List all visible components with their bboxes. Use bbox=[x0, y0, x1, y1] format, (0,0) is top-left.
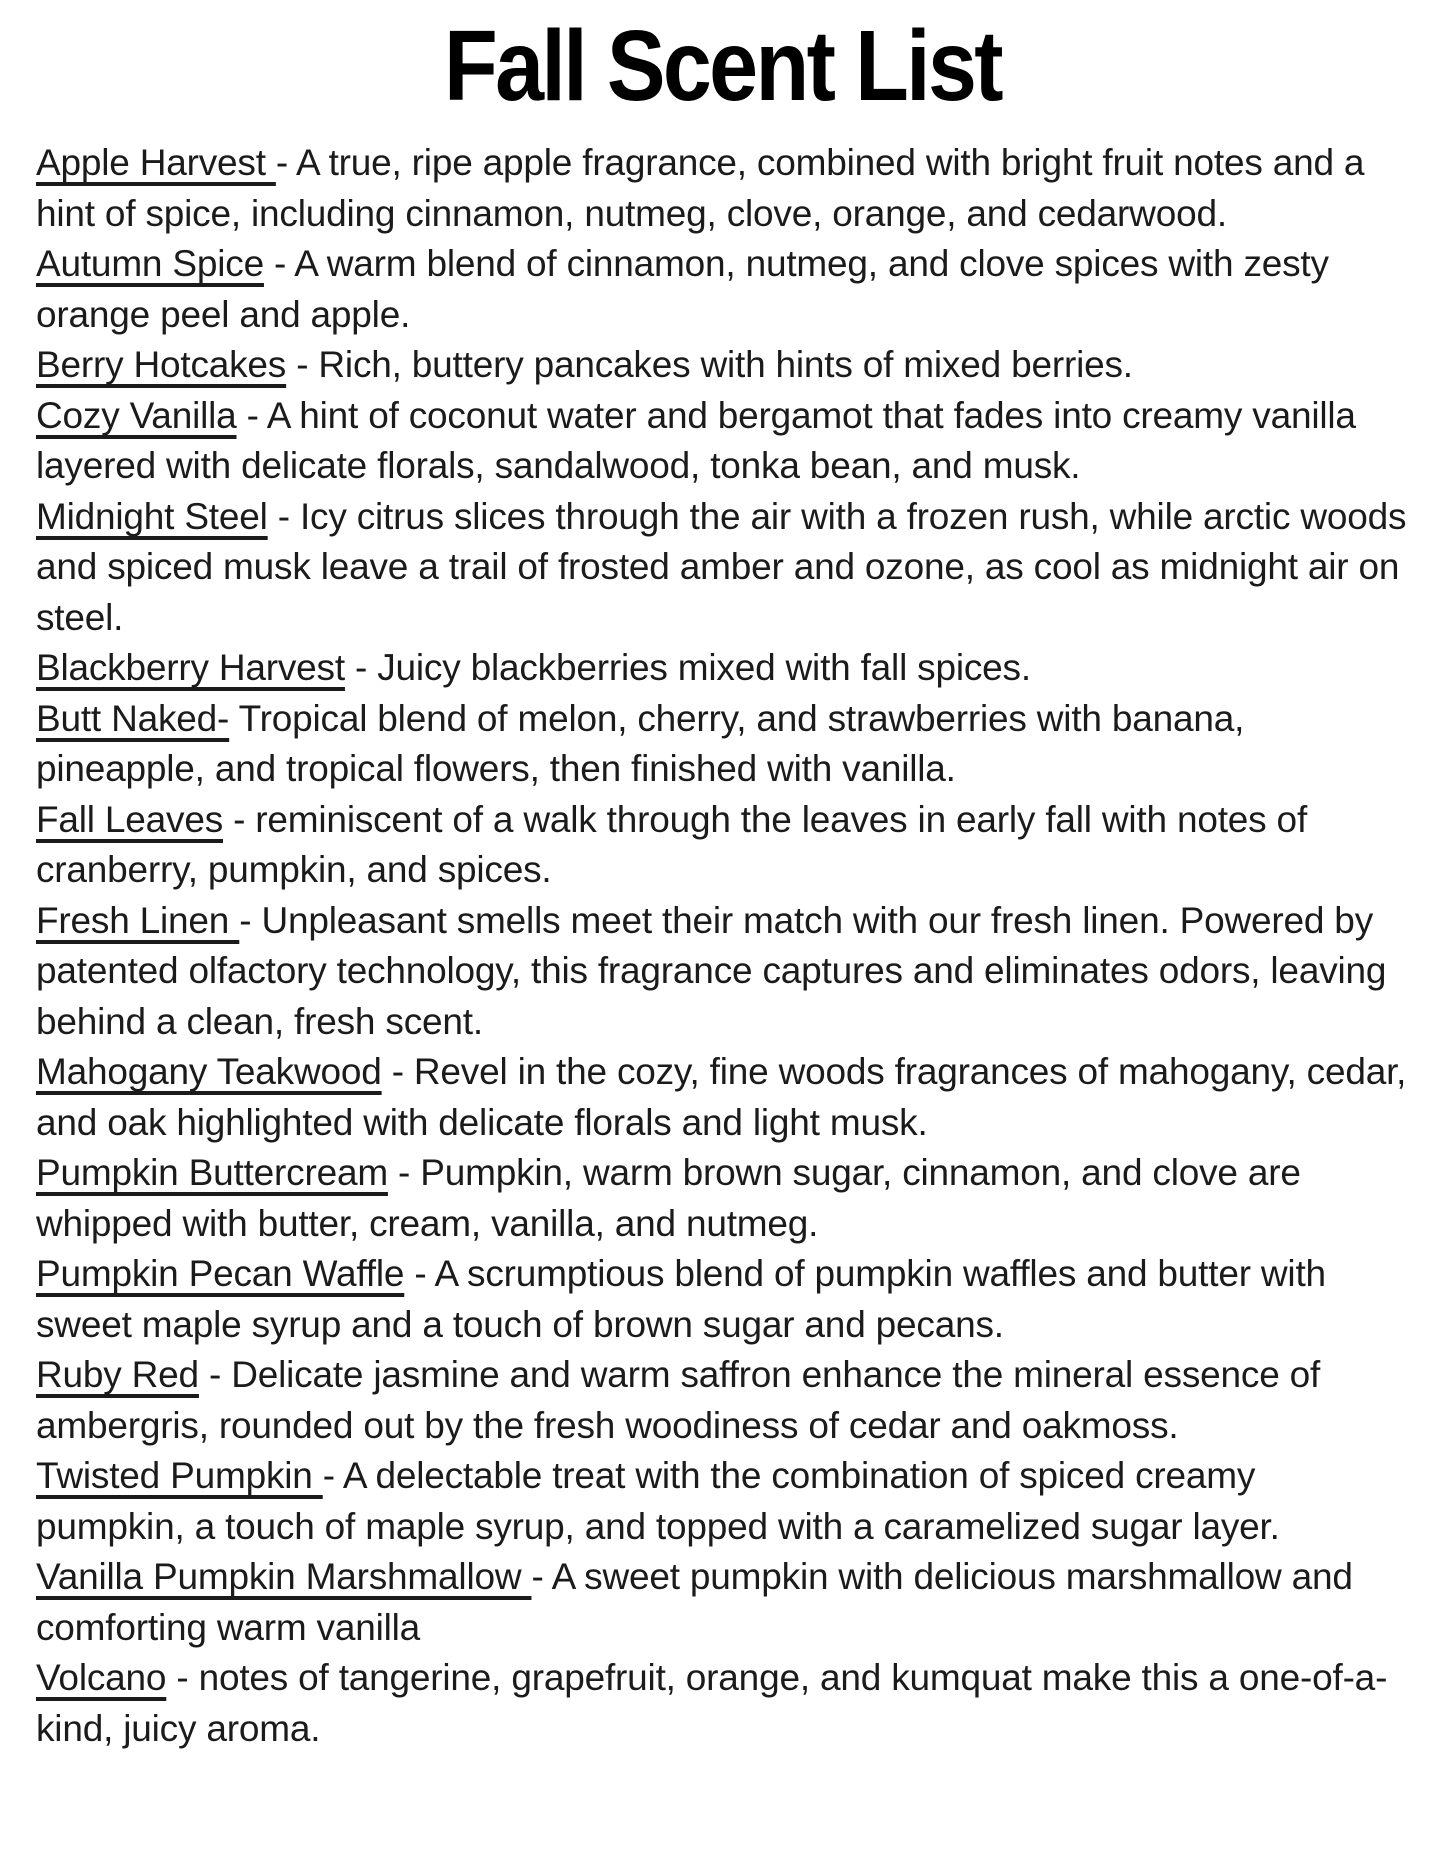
scent-description: notes of tangerine, grapefruit, orange, and kumquat make this a one-of-a-kind, juicy aroma. bbox=[36, 1657, 1388, 1749]
title-container bbox=[36, 10, 1409, 128]
scent-name: Pumpkin Pecan Waffle bbox=[36, 1253, 405, 1294]
scent-name: Midnight Steel bbox=[36, 495, 268, 537]
scent-separator: - bbox=[263, 243, 295, 284]
scent-separator: - bbox=[286, 344, 319, 385]
scent-description: Tropical blend of melon, cherry, and strawberries with banana, pineapple, and tropical flowers, then finished with vanilla. bbox=[36, 697, 1245, 789]
scent-description: A warm blend of cinnamon, nutmeg, and clove spices with zesty orange peel and apple. bbox=[36, 243, 1329, 335]
scent-description: A sweet pumpkin with delicious marshmallow and comforting warm vanilla bbox=[36, 1556, 1353, 1648]
scent-description: reminiscent of a walk through the leaves in early fall with notes of cranberry, pumpkin, and spices. bbox=[36, 798, 1308, 890]
scent-description: Delicate jasmine and warm saffron enhance the mineral essence of ambergris, rounded out by the fresh woodiness of cedar and oakmoss. bbox=[36, 1354, 1321, 1446]
scent-name: Fresh Linen bbox=[36, 899, 240, 941]
scent-description: A scrumptious blend of pumpkin waffles and butter with sweet maple syrup and a touch of brown sugar and pecans. bbox=[36, 1253, 1326, 1345]
scent-name: Ruby Red bbox=[36, 1354, 199, 1395]
scent-entry bbox=[36, 1653, 1409, 1754]
scent-entry bbox=[36, 239, 1409, 340]
scent-separator: - bbox=[275, 142, 297, 183]
scent-description: Pumpkin, warm brown sugar, cinnamon, and clove are whipped with butter, cream, vanilla, and nutmeg. bbox=[36, 1152, 1301, 1244]
scent-entry bbox=[36, 694, 1409, 795]
scent-description: Juicy blackberries mixed with fall spices. bbox=[377, 647, 1031, 688]
scent-separator: - bbox=[381, 1051, 414, 1092]
scent-name: Pumpkin Buttercream bbox=[36, 1152, 388, 1193]
scent-entry bbox=[36, 1148, 1409, 1249]
scent-description: Icy citrus slices through the air with a frozen rush, while arctic woods and spiced musk leave a trail of frosted amber and ozone, as cool as midnight air on steel. bbox=[36, 495, 1407, 638]
scent-separator: - bbox=[344, 647, 378, 688]
scent-separator: - bbox=[239, 899, 262, 941]
scent-separator: - bbox=[322, 1455, 343, 1496]
scent-name: Fall Leaves bbox=[36, 798, 224, 840]
scent-name: Cozy Vanilla bbox=[36, 394, 237, 436]
scent-separator bbox=[229, 698, 238, 739]
scent-entry bbox=[36, 1552, 1409, 1653]
scent-name: Berry Hotcakes bbox=[36, 344, 287, 385]
scent-description: A true, ripe apple fragrance, combined with bright fruit notes and a hint of spice, including cinnamon, nutmeg, clove, orange, and cedarwood. bbox=[36, 142, 1365, 234]
page-title: Fall Scent List bbox=[444, 10, 1001, 122]
scent-separator: - bbox=[166, 1657, 199, 1698]
scent-name: Autumn Spice bbox=[36, 243, 264, 284]
scent-description: Rich, buttery pancakes with hints of mixed berries. bbox=[318, 344, 1133, 385]
scent-entry bbox=[36, 896, 1409, 1048]
scent-name: Apple Harvest bbox=[36, 142, 276, 183]
scent-description: Revel in the cozy, fine woods fragrances of mahogany, cedar, and oak highlighted with delicate florals and light musk. bbox=[36, 1051, 1407, 1143]
scent-separator: - bbox=[223, 798, 256, 840]
scent-entry bbox=[36, 340, 1409, 391]
scent-separator: - bbox=[267, 495, 300, 537]
scent-entry bbox=[36, 391, 1409, 492]
scent-separator: - bbox=[198, 1354, 232, 1395]
scent-entry bbox=[36, 1047, 1409, 1148]
scent-description: A hint of coconut water and bergamot that fades into creamy vanilla layered with delicate florals, sandalwood, tonka bean, and musk. bbox=[36, 394, 1356, 486]
scent-entry bbox=[36, 643, 1409, 694]
scent-description: A delectable treat with the combination of spiced creamy pumpkin, a touch of maple syrup, and topped with a caramelized sugar layer. bbox=[36, 1455, 1280, 1547]
scent-separator: - bbox=[236, 394, 267, 436]
scent-list bbox=[36, 138, 1409, 1754]
scent-name: Volcano bbox=[36, 1657, 167, 1698]
scent-name: Vanilla Pumpkin Marshmallow bbox=[36, 1556, 532, 1597]
scent-entry bbox=[36, 1350, 1409, 1451]
scent-name: Butt Naked- bbox=[36, 697, 230, 739]
scent-entry bbox=[36, 492, 1409, 644]
scent-entry bbox=[36, 795, 1409, 896]
scent-entry bbox=[36, 1249, 1409, 1350]
scent-name: Mahogany Teakwood bbox=[36, 1051, 382, 1092]
scent-entry bbox=[36, 1451, 1409, 1552]
scent-entry bbox=[36, 138, 1409, 239]
scent-name: Twisted Pumpkin bbox=[36, 1455, 323, 1496]
scent-separator: - bbox=[531, 1556, 552, 1597]
scent-separator: - bbox=[404, 1253, 435, 1294]
scent-description: Unpleasant smells meet their match with our fresh linen. Powered by patented olfactory technology, this fragrance captures and eliminates odors, leaving behind a clean, fresh scent. bbox=[36, 899, 1387, 1042]
scent-name: Blackberry Harvest bbox=[36, 647, 345, 688]
scent-separator: - bbox=[387, 1152, 421, 1193]
